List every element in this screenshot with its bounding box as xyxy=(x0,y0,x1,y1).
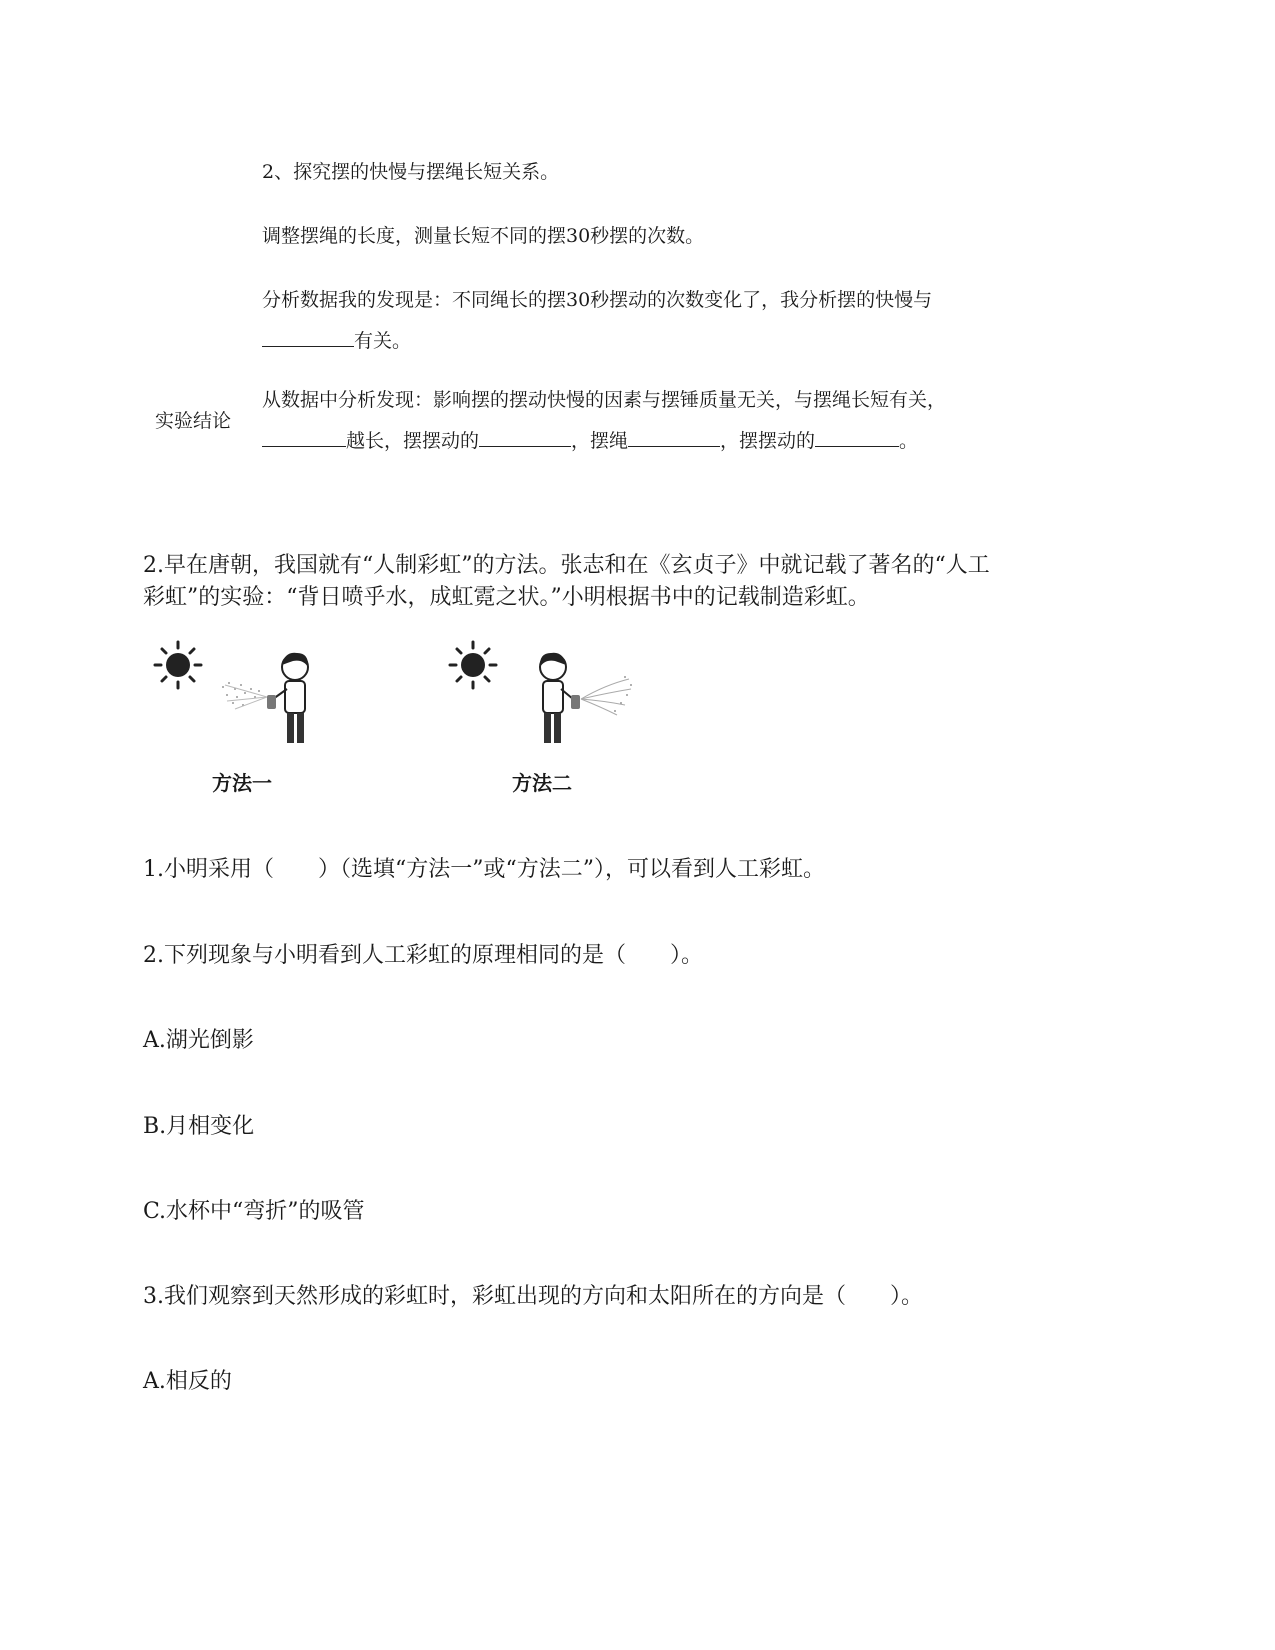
conclusion-part4: 。 xyxy=(899,430,919,452)
step2-title: 2、探究摆的快慢与摆绳长短关系。 xyxy=(262,161,560,183)
method1-label: 方法一 xyxy=(212,771,272,795)
option-c[interactable]: C.水杯中“弯折”的吸管 xyxy=(143,1199,365,1224)
subquestion-2: 2.下列现象与小明看到人工彩虹的原理相同的是（ ）。 xyxy=(143,943,703,968)
analysis-line1: 分析数据我的发现是：不同绳长的摆30秒摆动的次数变化了，我分析摆的快慢与 xyxy=(262,289,933,311)
answer-blank[interactable] xyxy=(815,426,899,447)
boy-spraying-right-icon xyxy=(525,645,635,755)
question-intro-line2: 彩虹”的实验：“背日喷乎水，成虹霓之状。”小明根据书中的记载制造彩虹。 xyxy=(143,585,870,610)
subquestion-3: 3.我们观察到天然形成的彩虹时，彩虹出现的方向和太阳所在的方向是（ ）。 xyxy=(143,1284,923,1309)
analysis-line2 xyxy=(262,326,411,353)
answer-blank[interactable] xyxy=(262,326,354,347)
conclusion-line2 xyxy=(262,426,918,453)
answer-blank[interactable] xyxy=(262,426,346,447)
question-intro-line1: 2.早在唐朝，我国就有“人制彩虹”的方法。张志和在《玄贞子》中就记载了著名的“人工 xyxy=(143,553,990,578)
option-a[interactable]: A.湖光倒影 xyxy=(143,1028,254,1053)
answer-blank[interactable] xyxy=(628,426,720,447)
conclusion-part2: ，摆绳 xyxy=(571,430,629,452)
analysis-line2-suffix: 有关。 xyxy=(354,330,412,352)
sun-icon xyxy=(448,640,498,690)
sun-icon xyxy=(153,640,203,690)
step2-method: 调整摆绳的长度，测量长短不同的摆30秒摆的次数。 xyxy=(262,225,705,247)
answer-blank[interactable] xyxy=(479,426,571,447)
conclusion-line1: 从数据中分析发现：影响摆的摆动快慢的因素与摆锤质量无关，与摆绳长短有关， xyxy=(262,389,947,411)
method2-label: 方法二 xyxy=(512,771,572,795)
boy-spraying-left-icon xyxy=(215,645,325,755)
conclusion-part3: ，摆摆动的 xyxy=(720,430,816,452)
option-b[interactable]: B.月相变化 xyxy=(143,1114,255,1139)
conclusion-label: 实验结论 xyxy=(155,410,232,432)
conclusion-part1: 越长，摆摆动的 xyxy=(346,430,480,452)
subquestion-1: 1.小明采用（ ）（选填“方法一”或“方法二”），可以看到人工彩虹。 xyxy=(143,857,825,882)
option-a[interactable]: A.相反的 xyxy=(143,1369,232,1394)
